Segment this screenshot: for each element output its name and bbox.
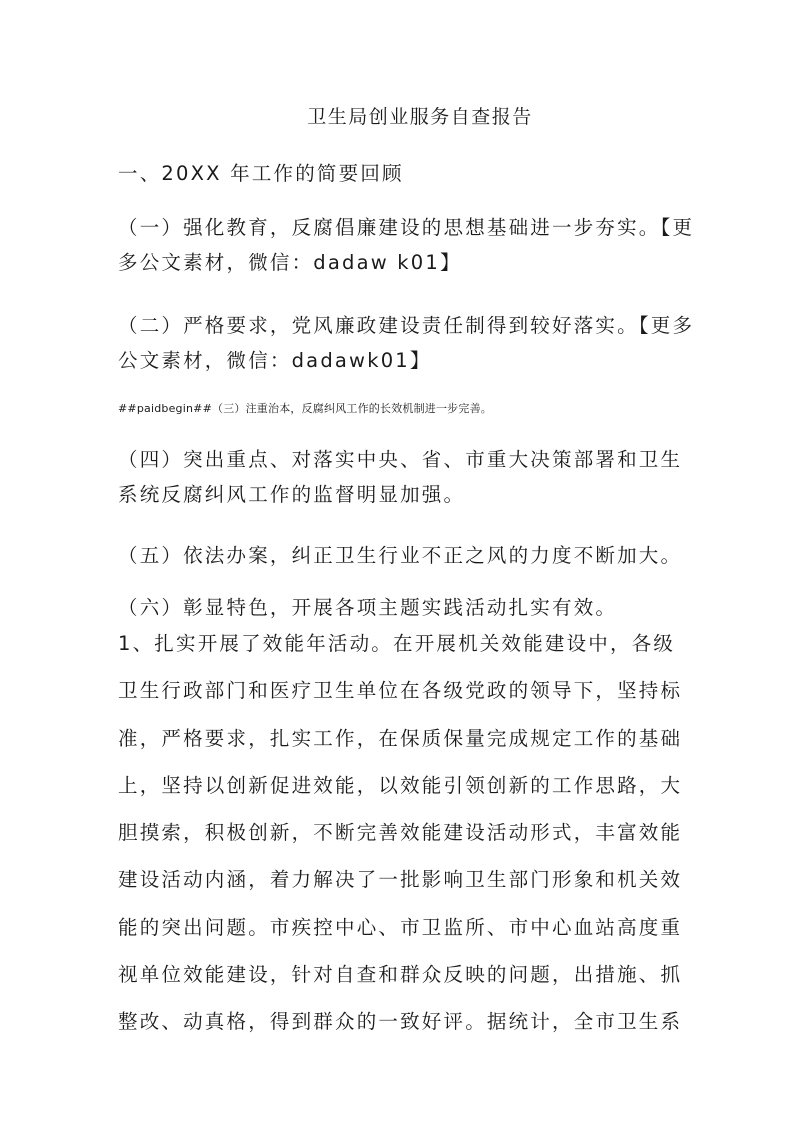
paragraph-item-2 — [118, 308, 695, 378]
paragraph-item-5: （五）依法办案，纠正卫生行业不正之风的力度不断加大。 — [118, 544, 683, 567]
paragraph-item-1 — [118, 210, 695, 280]
paragraph-line: （二）严格要求，党风廉政建设责任制得到较好落实。【更多 — [118, 314, 695, 337]
paragraph-line: 整改、动真格，得到群众的一致好评。据统计，全市卫生系 — [118, 1010, 683, 1034]
paragraph-line: 视单位效能建设，针对自查和群众反映的问题，出措施、抓 — [118, 963, 683, 987]
paragraph-line: 胆摸索，积极创新，不断完善效能建设活动形式，丰富效能 — [118, 821, 683, 845]
paragraph-item-4 — [118, 442, 683, 512]
paragraph-line: （四）突出重点、对落实中央、省、市重大决策部署和卫生 — [118, 448, 683, 471]
section-heading: 一、20XX 年工作的简要回顾 — [118, 162, 404, 185]
body-paragraph — [118, 620, 683, 1046]
paragraph-line: 卫生行政部门和医疗卫生单位在各级党政的领导下，坚持标 — [118, 679, 683, 703]
paragraph-line: 能的突出问题。市疾控中心、市卫监所、市中心血站高度重 — [118, 915, 683, 939]
paragraph-line: 建设活动内涵，着力解决了一批影响卫生部门形象和机关效 — [118, 868, 683, 892]
paragraph-item-3-small: ##paidbegin##（三）注重治本，反腐纠风工作的长效机制进一步完善。 — [118, 402, 492, 415]
paragraph-line: 公文素材，微信：dadawk01】 — [118, 349, 432, 372]
paragraph-line: （一）强化教育，反腐倡廉建设的思想基础进一步夯实。【更 — [118, 216, 695, 239]
paragraph-line: 1、扎实开展了效能年活动。在开展机关效能建设中，各级 — [118, 632, 676, 655]
document-title: 卫生局创业服务自查报告 — [307, 106, 533, 128]
paragraph-line: 上，坚持以创新促进效能，以效能引领创新的工作思路，大 — [118, 773, 683, 797]
paragraph-line: 系统反腐纠风工作的监督明显加强。 — [118, 483, 466, 506]
paragraph-item-6: （六）彰显特色，开展各项主题实践活动扎实有效。 — [118, 596, 618, 619]
paragraph-line: 准，严格要求，扎实工作，在保质保量完成规定工作的基础 — [118, 726, 683, 750]
paragraph-line: 多公文素材，微信：dadaw k01】 — [118, 251, 462, 274]
